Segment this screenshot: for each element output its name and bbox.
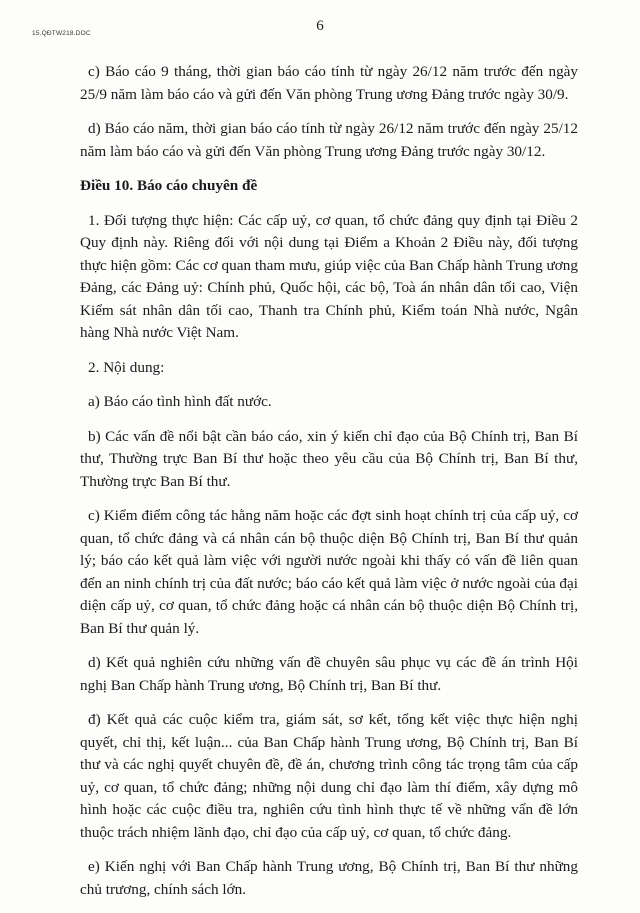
- page-number: 6: [316, 18, 324, 34]
- paragraph-content-label: 2. Nội dung:: [88, 358, 165, 376]
- paragraph-item-b: b) Các vấn đề nổi bật cần báo cáo, xin ý kiến chỉ đạo của Bộ Chính trị, Ban Bí thư, Thường trực Ban Bí thư hoặc theo yêu cầu của Bộ Chính trị, Ban Bí thư, Thường trực Ban Bí thư.: [80, 427, 578, 490]
- paragraph-annual-report: d) Báo cáo năm, thời gian báo cáo tính từ ngày 26/12 năm trước đến ngày 25/12 năm làm báo cáo và gửi đến Văn phòng Trung ương Đảng trước ngày 30/12.: [80, 120, 578, 160]
- document-body: [80, 61, 578, 913]
- paragraph-item-dd: đ) Kết quả các cuộc kiểm tra, giám sát, sơ kết, tổng kết việc thực hiện nghị quyết, chỉ thị, kết luận... của Ban Chấp hành Trung ương, Bộ Chính trị, Ban Bí thư và các nghị quyết chuyên đề, đề án, chương trình công tác trọng tâm của cấp uỷ, cơ quan, tổ chức đảng; những nội dung chỉ đạo làm thí điểm, xây dựng mô hình hoặc các cuộc điều tra, nghiên cứu tình hình thực tế về những vấn đề lớn thuộc trách nhiệm lãnh đạo, chỉ đạo của cấp uỷ, cơ quan, tổ chức đảng.: [80, 711, 578, 841]
- paragraph-subjects: 1. Đối tượng thực hiện: Các cấp uỷ, cơ quan, tổ chức đảng quy định tại Điều 2 Quy định này. Riêng đối với nội dung tại Điểm a Khoản 2 Điều này, đối tượng thực hiện gồm: Các cơ quan tham mưu, giúp việc của Ban Chấp hành Trung ương Đảng, các Đảng uỷ: Chính phủ, Quốc hội, các bộ, Toà án nhân dân tối cao, Viện Kiểm sát nhân dân tối cao, Thanh tra Chính phủ, Kiểm toán Nhà nước, Ngân hàng Nhà nước Việt Nam.: [80, 211, 578, 341]
- paragraph-item-d: d) Kết quả nghiên cứu những vấn đề chuyên sâu phục vụ các đề án trình Hội nghị Ban Chấp hành Trung ương, Bộ Chính trị, Ban Bí thư.: [80, 654, 578, 694]
- file-code: 15.QĐTW218.DOC: [32, 30, 91, 37]
- paragraph-9-month-report: c) Báo cáo 9 tháng, thời gian báo cáo tính từ ngày 26/12 năm trước đến ngày 25/9 năm làm báo cáo và gửi đến Văn phòng Trung ương Đảng trước ngày 30/9.: [80, 63, 578, 103]
- article-10-heading: Điều 10. Báo cáo chuyên đề: [80, 177, 258, 194]
- paragraph-item-c: c) Kiểm điểm công tác hằng năm hoặc các đợt sinh hoạt chính trị của cấp uỷ, cơ quan, tổ chức đảng và cá nhân cán bộ thuộc diện Bộ Chính trị, Ban Bí thư quản lý; báo cáo kết quả làm việc với người nước ngoài khi thấy có vấn đề liên quan đến an ninh chính trị của đất nước; báo cáo kết quả làm việc ở nước ngoài của đại diện cấp uỷ, cơ quan, tổ chức đảng hoặc cá nhân cán bộ thuộc diện Bộ Chính trị, Ban Bí thư quản lý.: [80, 507, 578, 637]
- paragraph-item-a: a) Báo cáo tình hình đất nước.: [88, 393, 272, 410]
- paragraph-item-e: e) Kiến nghị với Ban Chấp hành Trung ương, Bộ Chính trị, Ban Bí thư những chủ trương, chính sách lớn.: [80, 858, 578, 898]
